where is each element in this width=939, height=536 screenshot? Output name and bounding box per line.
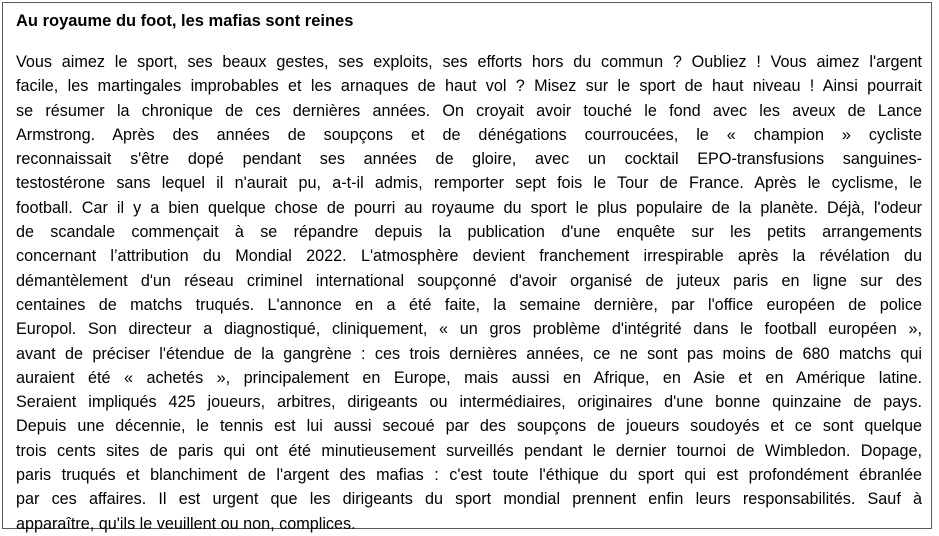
- body-line: trois cents sites de paris qui ont été minutieusement surveillés pendant le dernier tournoi de Wimbledon. Dopage,: [16, 441, 922, 460]
- body-line: Europol. Son directeur a diagnostiqué, cliniquement, « un gros problème d'intégrité dans le football européen »,: [16, 320, 922, 339]
- body-line: Vous aimez le sport, ses beaux gestes, ses exploits, ses efforts hors du commun ? Oubliez ! Vous aimez l'argent: [16, 53, 922, 71]
- body-line: de scandale commençait à se répandre depuis la publication d'une enquête sur les petits arrangements: [16, 223, 922, 242]
- body-line: concernant l’attribution du Mondial 2022. L'atmosphère devient franchement irrespirable après la révélation du: [16, 247, 922, 266]
- body-line: avant de préciser l'étendue de la gangrène : ces trois dernières années, ce ne sont pas moins de 680 matchs qui: [16, 344, 922, 363]
- article-body: [16, 50, 922, 536]
- body-line: centaines de matchs truqués. L'annonce en a été faite, la semaine dernière, par l'office européen de police: [16, 295, 922, 314]
- body-line: auraient été « achetés », principalement en Europe, mais aussi en Afrique, en Asie et en Amérique latine.: [16, 368, 922, 387]
- body-line: apparaître, qu'ils le veuillent ou non, complices.: [16, 514, 356, 533]
- body-line: paris truqués et blanchiment de l'argent des mafias : c'est toute l'éthique du sport qui est profondément ébranlée: [16, 466, 922, 485]
- body-line: se résumer la chronique de ces dernières années. On croyait avoir touché le fond avec les aveux de Lance: [16, 101, 922, 120]
- body-line: démantèlement d'un réseau criminel international soupçonné d'avoir organisé de juteux paris en ligne sur des: [16, 271, 922, 290]
- body-line: facile, les martingales improbables et les arnaques de haut vol ? Misez sur le sport de haut niveau ! Ainsi pourrait: [16, 77, 922, 96]
- body-line: reconnaissait s'être dopé pendant ses années de gloire, avec un cocktail EPO-transfusions sanguines-: [16, 150, 922, 169]
- body-line: testostérone sans lequel il n'aurait pu, a-t-il admis, remporter sept fois le Tour de France. Après le cyclisme, le: [16, 174, 922, 193]
- article-frame: [2, 2, 932, 533]
- article-title: Au royaume du foot, les mafias sont reines: [16, 12, 354, 30]
- body-line: Depuis une décennie, le tennis est lui aussi secoué par des soupçons de joueurs soudoyés et ce sont quelque: [16, 417, 922, 436]
- body-line: football. Car il y a bien quelque chose de pourri au royaume du sport le plus populaire de la planète. Déjà, l'odeur: [16, 198, 922, 217]
- body-line: Seraient impliqués 425 joueurs, arbitres, dirigeants ou intermédiaires, originaires d'une bonne quinzaine de pays.: [16, 393, 922, 412]
- body-line: Armstrong. Après des années de soupçons et de dénégations courroucées, le « champion » cycliste: [16, 125, 922, 144]
- body-line: par ces affaires. Il est urgent que les dirigeants du sport mondial prennent enfin leurs responsabilités. Sauf à: [16, 490, 922, 509]
